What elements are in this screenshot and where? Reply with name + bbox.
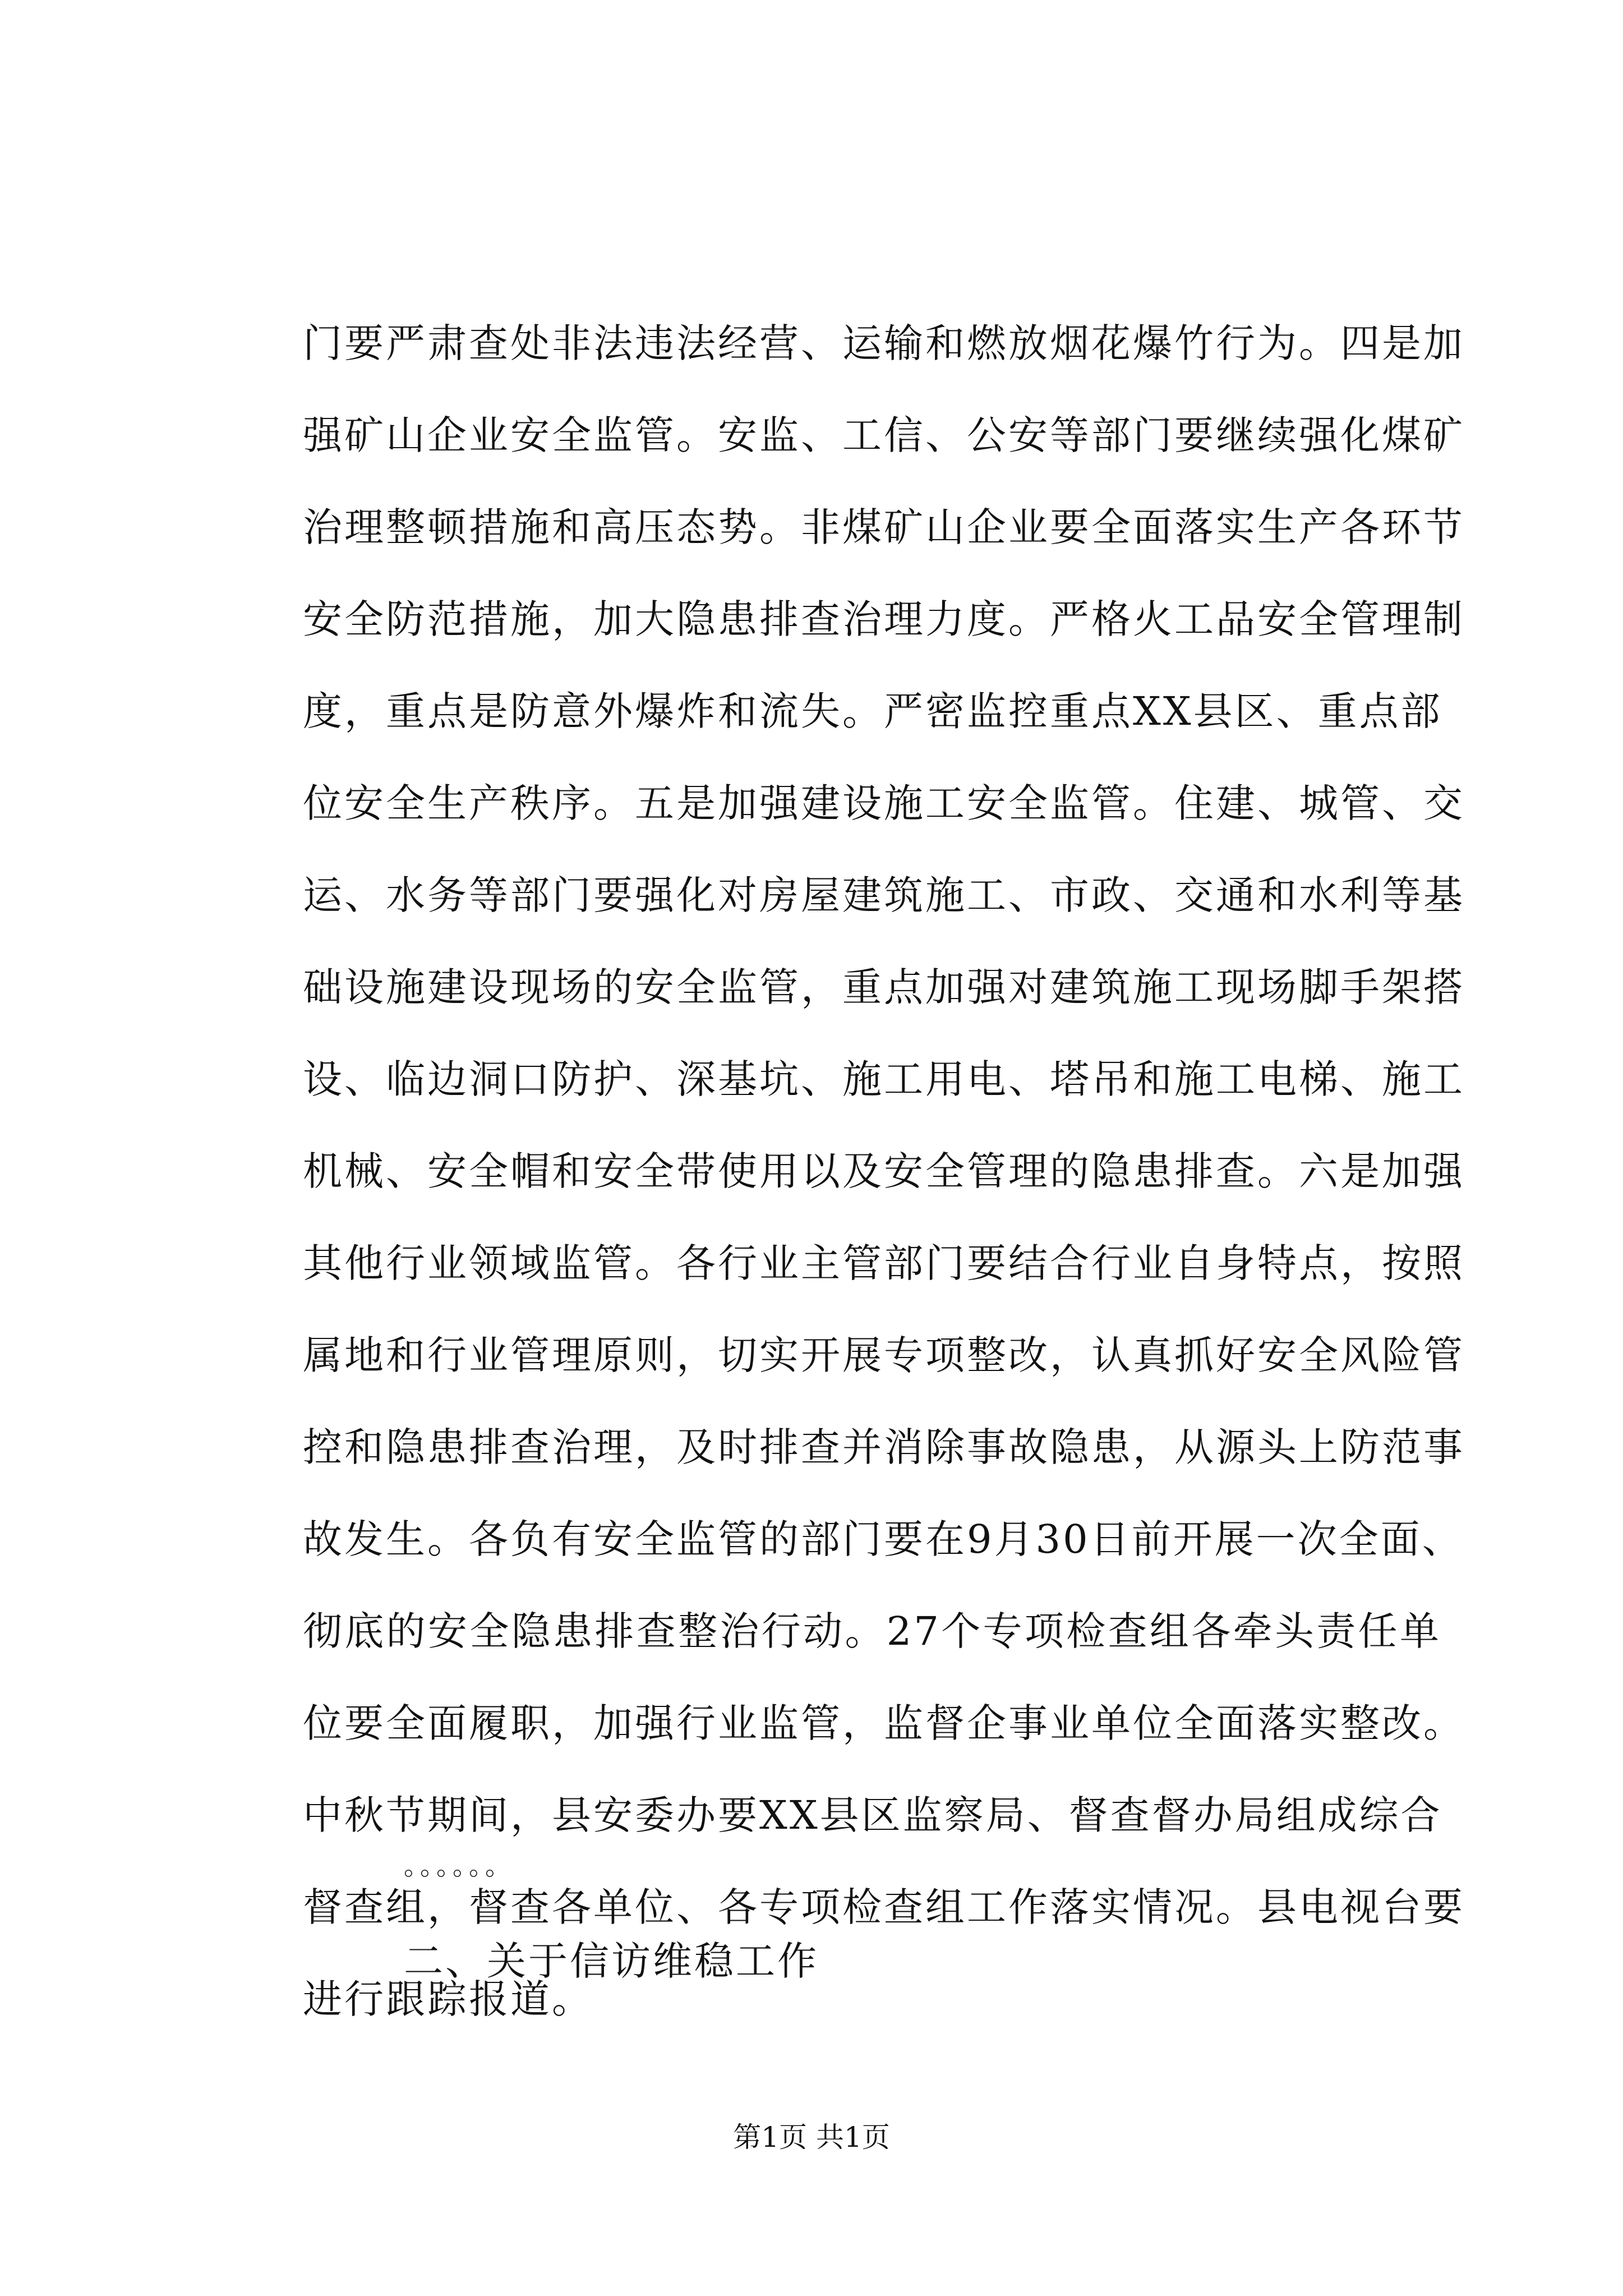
text-line: 础设施建设现场的安全监管，重点加强对建筑施工现场脚手架搭 — [303, 964, 1465, 1010]
text-line: 位要全面履职，加强行业监管，监督企事业单位全面落实整改。 — [303, 1700, 1465, 1746]
section-heading: 二、关于信访维稳工作 — [404, 1938, 819, 1984]
text-line: 位安全生产秩序。五是加强建设施工安全监管。住建、城管、交 — [303, 780, 1465, 826]
text-line: 彻底的安全隐患排查整治行动。27个专项检查组各牵头责任单 — [303, 1608, 1441, 1654]
text-line: 设、临边洞口防护、深基坑、施工用电、塔吊和施工电梯、施工 — [303, 1056, 1465, 1102]
text-line: 其他行业领域监管。各行业主管部门要结合行业自身特点，按照 — [303, 1240, 1465, 1286]
text-line: 强矿山企业安全监管。安监、工信、公安等部门要继续强化煤矿 — [303, 412, 1465, 458]
text-line: 督查组，督查各单位、各专项检查组工作落实情况。县电视台要 — [303, 1884, 1465, 1930]
text-line: 故发生。各负有安全监管的部门要在9月30日前开展一次全面、 — [303, 1516, 1464, 1562]
text-line: 机械、安全帽和安全带使用以及安全管理的隐患排查。六是加强 — [303, 1148, 1465, 1194]
text-line: 门要严肃查处非法违法经营、运输和燃放烟花爆竹行为。四是加 — [303, 320, 1465, 366]
ellipsis-marker: 。。。。。。 — [404, 1851, 514, 1881]
text-line: 运、水务等部门要强化对房屋建筑施工、市政、交通和水利等基 — [303, 872, 1465, 918]
text-line: 安全防范措施，加大隐患排查治理力度。严格火工品安全管理制 — [303, 596, 1465, 642]
text-line: 中秋节期间，县安委办要XX县区监察局、督查督办局组成综合 — [303, 1792, 1442, 1838]
page-footer: 第1页 共1页 — [733, 2121, 890, 2154]
text-line: 属地和行业管理原则，切实开展专项整改，认真抓好安全风险管 — [303, 1332, 1465, 1378]
text-line: 进行跟踪报道。 — [303, 1976, 593, 2022]
text-line: 治理整顿措施和高压态势。非煤矿山企业要全面落实生产各环节 — [303, 504, 1465, 550]
text-line: 度，重点是防意外爆炸和流失。严密监控重点XX县区、重点部 — [303, 688, 1442, 734]
text-line: 控和隐患排查治理，及时排查并消除事故隐患，从源头上防范事 — [303, 1424, 1465, 1470]
body-paragraph — [303, 297, 1465, 2045]
